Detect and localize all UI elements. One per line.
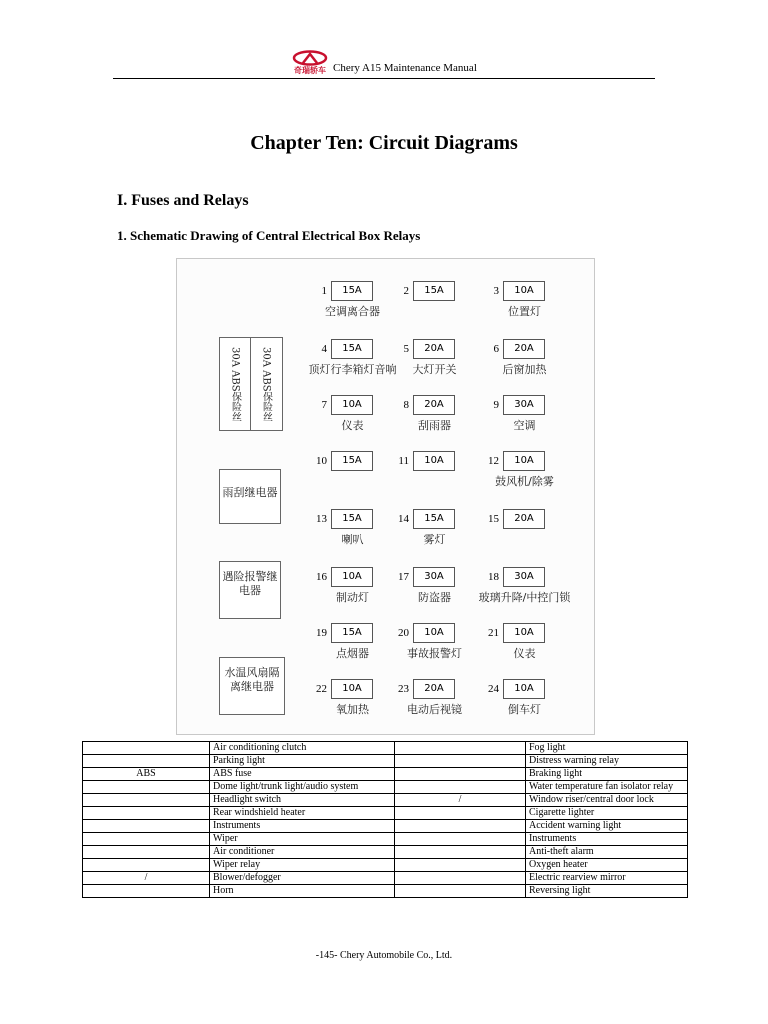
- fuse-label: 仪表: [341, 419, 364, 432]
- fuse-number: 1: [321, 285, 327, 297]
- fuse-number: 9: [493, 399, 499, 411]
- table-cell: Air conditioner: [210, 846, 395, 859]
- table-cell: Instruments: [210, 820, 395, 833]
- table-cell: [83, 742, 210, 755]
- table-cell: Headlight switch: [210, 794, 395, 807]
- wiper-relay: 雨刮继电器: [219, 469, 281, 524]
- fuse-rating: 10A: [331, 567, 373, 587]
- table-cell: ABS fuse: [210, 768, 395, 781]
- fuse-12: [477, 451, 587, 501]
- page-footer: -145- Chery Automobile Co., Ltd.: [315, 950, 453, 961]
- table-cell: [395, 885, 526, 898]
- table-cell: Water temperature fan isolator relay: [526, 781, 688, 794]
- table-row: [83, 846, 688, 859]
- fuse-rating: 20A: [503, 339, 545, 359]
- fuse-rating: 15A: [331, 451, 373, 471]
- fan-isolator-relay: 水温风扇隔离继电器: [219, 657, 285, 715]
- fuse-label: 制动灯: [336, 591, 369, 604]
- table-cell: Electric rearview mirror: [526, 872, 688, 885]
- fuse-number: 20: [398, 627, 409, 639]
- table-row: [83, 833, 688, 846]
- fuse-rating: 30A: [503, 395, 545, 415]
- fuse-number: 15: [488, 513, 499, 525]
- fuse-label: 刮雨器: [418, 419, 451, 432]
- fuse-rating: 20A: [413, 679, 455, 699]
- fuse-number: 5: [403, 343, 409, 355]
- table-row: [83, 755, 688, 768]
- table-cell: /: [395, 794, 526, 807]
- table-cell: [395, 768, 526, 781]
- table-cell: Wiper relay: [210, 859, 395, 872]
- fuse-label: 位置灯: [508, 305, 541, 318]
- fuse-rating: 20A: [413, 395, 455, 415]
- fuse-number: 21: [488, 627, 499, 639]
- fuse-label: 顶灯行李箱灯音响: [308, 363, 397, 376]
- table-row: [83, 807, 688, 820]
- table-cell: [83, 781, 210, 794]
- fuse-label: 点烟器: [336, 647, 369, 660]
- fuse-number: 23: [398, 683, 409, 695]
- table-cell: [83, 755, 210, 768]
- abs-fuse-label: 30A ABS保险丝: [260, 346, 272, 422]
- fuse-number: 19: [316, 627, 327, 639]
- logo-text: 奇瑞轿车: [294, 66, 326, 75]
- fuse-label: 空调离合器: [325, 305, 380, 318]
- table-row: [83, 820, 688, 833]
- table-cell: Wiper: [210, 833, 395, 846]
- table-cell: [83, 794, 210, 807]
- subsection-title: 1. Schematic Drawing of Central Electrical Box Relays: [117, 228, 421, 243]
- table-cell: [395, 755, 526, 768]
- chery-logo-icon: [283, 50, 337, 66]
- fuse-rating: 10A: [331, 679, 373, 699]
- table-cell: Braking light: [526, 768, 688, 781]
- fuse-rating: 15A: [413, 509, 455, 529]
- fuse-number: 18: [488, 571, 499, 583]
- fuse-label: 大灯开关: [412, 363, 457, 376]
- table-cell: [83, 820, 210, 833]
- table-row: [83, 781, 688, 794]
- fuse-label: 电动后视镜: [407, 703, 462, 716]
- fuse-rating: 10A: [413, 623, 455, 643]
- table-cell: Instruments: [526, 833, 688, 846]
- fuse-rating: 15A: [331, 509, 373, 529]
- fuse-number: 3: [493, 285, 499, 297]
- page-header: [113, 46, 655, 79]
- table-cell: [83, 846, 210, 859]
- fuse-rating: 20A: [503, 509, 545, 529]
- table-cell: Horn: [210, 885, 395, 898]
- table-cell: Distress warning relay: [526, 755, 688, 768]
- fuse-9: [477, 395, 587, 445]
- table-cell: [395, 807, 526, 820]
- fuse-rating: 10A: [503, 679, 545, 699]
- fuse-label: 空调: [513, 419, 536, 432]
- fuse-label: 氧加热: [336, 703, 369, 716]
- table-cell: Rear windshield heater: [210, 807, 395, 820]
- table-cell: [83, 859, 210, 872]
- fuse-rating: 10A: [413, 451, 455, 471]
- fuse-24: [477, 679, 587, 729]
- table-cell: Accident warning light: [526, 820, 688, 833]
- table-cell: [395, 846, 526, 859]
- legend-table: [82, 741, 688, 898]
- fuse-number: 16: [316, 571, 327, 583]
- fuse-label: 仪表: [513, 647, 536, 660]
- fuse-rating: 10A: [503, 451, 545, 471]
- fuse-label: 鼓风机/除雾: [495, 475, 554, 488]
- fuse-number: 7: [321, 399, 327, 411]
- fuse-rating: 10A: [503, 281, 545, 301]
- table-row: [83, 794, 688, 807]
- fuse-rating: 15A: [413, 281, 455, 301]
- table-cell: Blower/defogger: [210, 872, 395, 885]
- fuse-rating: 15A: [331, 623, 373, 643]
- fuse-number: 11: [398, 455, 409, 467]
- fuse-label: 喇叭: [341, 533, 364, 546]
- table-cell: Cigarette lighter: [526, 807, 688, 820]
- table-cell: [395, 833, 526, 846]
- fuse-label: 后窗加热: [502, 363, 547, 376]
- fuse-number: 24: [488, 683, 499, 695]
- table-cell: Oxygen heater: [526, 859, 688, 872]
- table-cell: [83, 833, 210, 846]
- table-row: [83, 872, 688, 885]
- table-cell: [395, 742, 526, 755]
- table-cell: ABS: [83, 768, 210, 781]
- fuse-rating: 15A: [331, 339, 373, 359]
- fuse-number: 14: [398, 513, 409, 525]
- fuse-label: 倒车灯: [508, 703, 541, 716]
- table-cell: Dome light/trunk light/audio system: [210, 781, 395, 794]
- table-cell: Anti-theft alarm: [526, 846, 688, 859]
- abs-fuse-label: 30A ABS保险丝: [229, 346, 241, 422]
- fuse-6: [477, 339, 587, 389]
- table-cell: /: [83, 872, 210, 885]
- fuse-rating: 30A: [503, 567, 545, 587]
- table-cell: Reversing light: [526, 885, 688, 898]
- table-cell: Fog light: [526, 742, 688, 755]
- abs-fuse-block: [219, 337, 283, 431]
- table-cell: [83, 885, 210, 898]
- fuse-rating: 10A: [503, 623, 545, 643]
- fuse-number: 8: [403, 399, 409, 411]
- fuse-number: 10: [316, 455, 327, 467]
- table-cell: Air conditioning clutch: [210, 742, 395, 755]
- fuse-label: 玻璃升降/中控门锁: [478, 591, 571, 604]
- fuse-3: [477, 281, 587, 331]
- fuse-number: 6: [493, 343, 499, 355]
- fuse-18: [477, 567, 587, 617]
- fuse-label: 防盗器: [418, 591, 451, 604]
- fuse-rating: 20A: [413, 339, 455, 359]
- fuse-rating: 10A: [331, 395, 373, 415]
- fuse-15: [477, 509, 587, 559]
- table-row: [83, 885, 688, 898]
- fuse-number: 2: [403, 285, 409, 297]
- fuse-label: 雾灯: [423, 533, 446, 546]
- table-row: [83, 768, 688, 781]
- chapter-title: Chapter Ten: Circuit Diagrams: [250, 132, 518, 154]
- table-cell: [395, 820, 526, 833]
- table-cell: [83, 807, 210, 820]
- fuse-number: 17: [398, 571, 409, 583]
- chery-logo: [283, 50, 337, 76]
- distress-warning-relay: 遇险报警继电器: [219, 561, 281, 619]
- table-row: [83, 742, 688, 755]
- table-cell: Parking light: [210, 755, 395, 768]
- fuse-number: 13: [316, 513, 327, 525]
- fuse-label: 事故报警灯: [407, 647, 462, 660]
- fuse-rating: 30A: [413, 567, 455, 587]
- fuse-rating: 15A: [331, 281, 373, 301]
- fuse-number: 4: [321, 343, 327, 355]
- table-cell: [395, 872, 526, 885]
- fuse-21: [477, 623, 587, 673]
- relay-diagram: [176, 258, 595, 735]
- table-cell: [395, 781, 526, 794]
- table-cell: [395, 859, 526, 872]
- fuse-number: 12: [488, 455, 499, 467]
- table-row: [83, 859, 688, 872]
- section-title: I. Fuses and Relays: [117, 192, 249, 209]
- table-cell: Window riser/central door lock: [526, 794, 688, 807]
- manual-title: Chery A15 Maintenance Manual: [333, 62, 477, 74]
- fuse-number: 22: [316, 683, 327, 695]
